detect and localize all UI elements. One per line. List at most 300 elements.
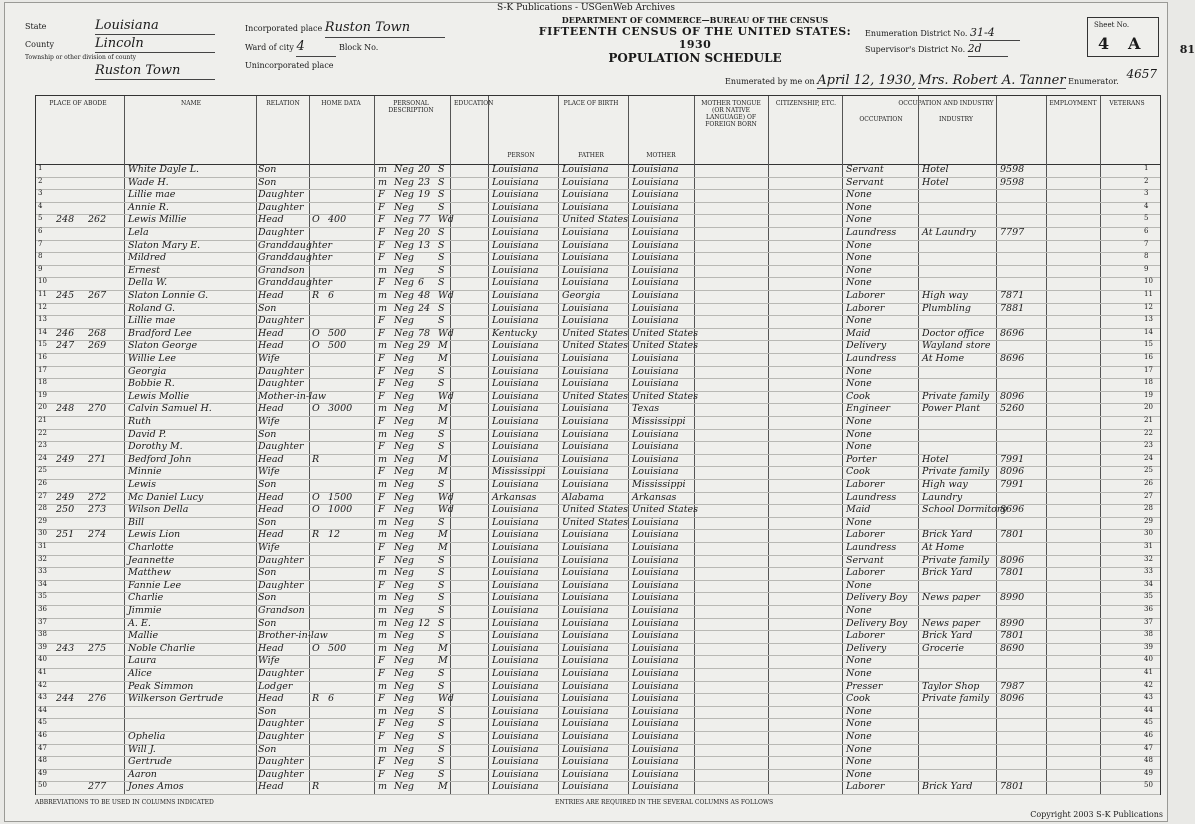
cell-ms: S	[438, 718, 445, 730]
cell-race: Neg	[394, 567, 415, 579]
cell-rnum: 13	[38, 315, 47, 324]
cell-mother: Louisiana	[632, 441, 679, 453]
cell-race: Neg	[394, 428, 415, 440]
cell-occ: Laundress	[846, 353, 897, 364]
cell-rnum: 22	[38, 428, 47, 437]
cell-occ: None	[846, 378, 872, 390]
cell-sex: F	[378, 390, 385, 402]
cell-code: 7871	[1000, 290, 1025, 301]
cell-tenure: O	[312, 327, 320, 339]
cell-name: Aaron	[128, 768, 157, 780]
col-employment: EMPLOYMENT	[1049, 100, 1097, 107]
cell-val: 12	[328, 529, 341, 541]
cell-occ: Cook	[846, 466, 871, 478]
cell-code: 8990	[1000, 592, 1025, 604]
cell-birth: Louisiana	[492, 264, 539, 276]
table-row	[36, 744, 1160, 758]
cell-rnum-right: 44	[1144, 705, 1153, 714]
cell-age: 78	[418, 327, 431, 339]
cell-rnum: 15	[38, 340, 47, 349]
cell-rnum: 48	[38, 756, 47, 765]
cell-name: Della W.	[128, 277, 168, 289]
cell-dwel: 243	[56, 642, 75, 654]
cell-name: Ophelia	[128, 731, 166, 742]
cell-name: Calvin Samuel H.	[128, 403, 212, 415]
cell-occ: Laborer	[846, 479, 885, 490]
cell-occ: Laborer	[846, 290, 885, 301]
cell-val: 1500	[328, 491, 353, 503]
cell-sex: m	[378, 680, 388, 692]
cell-rel: Daughter	[258, 718, 304, 730]
cell-name: Bradford Lee	[128, 327, 192, 339]
cell-father: Louisiana	[562, 680, 609, 692]
cell-ms: Wd	[438, 214, 454, 226]
cell-rel: Son	[258, 428, 277, 440]
cell-sex: m	[378, 164, 388, 175]
cell-mother: Louisiana	[632, 453, 679, 465]
cell-father: Louisiana	[562, 642, 609, 654]
cell-rel: Head	[258, 403, 284, 415]
cell-sex: F	[378, 731, 385, 742]
cell-sex: F	[378, 579, 385, 591]
cell-rel: Head	[258, 290, 284, 301]
cell-ind: Brick Yard	[922, 781, 973, 793]
cell-occ: Cook	[846, 390, 871, 402]
cell-rel: Grandson	[258, 605, 305, 616]
cell-rnum-right: 22	[1144, 428, 1153, 437]
cell-ms: S	[438, 479, 445, 490]
cell-father: Louisiana	[562, 252, 609, 264]
cell-occ: Laundress	[846, 227, 897, 238]
cell-occ: Servant	[846, 554, 884, 566]
cell-ms: Wd	[438, 491, 454, 503]
cell-occ: None	[846, 743, 872, 755]
cell-birth: Louisiana	[492, 277, 539, 289]
cell-rel: Grandson	[258, 264, 305, 276]
cell-mother: Louisiana	[632, 239, 679, 251]
cell-name: Ruth	[128, 416, 152, 427]
cell-father: Louisiana	[562, 189, 609, 201]
cell-birth: Louisiana	[492, 630, 539, 642]
cell-rnum-right: 36	[1144, 605, 1153, 613]
cell-ms: S	[438, 365, 445, 377]
table-row	[36, 340, 1160, 354]
stamp-number: 4657	[1126, 67, 1157, 81]
cell-sex: m	[378, 781, 388, 793]
cell-code: 7987	[1000, 680, 1025, 692]
col-occupation-industry: OCCUPATION AND INDUSTRY	[898, 100, 994, 107]
cell-rnum: 7	[38, 239, 43, 248]
cell-sex: m	[378, 290, 388, 301]
cell-rnum-right: 10	[1144, 277, 1153, 286]
cell-sex: F	[378, 668, 385, 679]
cell-name: Willie Lee	[128, 353, 176, 364]
cell-rel: Lodger	[258, 680, 293, 692]
cell-val: 500	[328, 642, 347, 654]
cell-mother: Louisiana	[632, 302, 679, 314]
cell-rnum: 38	[38, 630, 47, 639]
cell-rel: Son	[258, 479, 277, 490]
table-row	[36, 555, 1160, 569]
cell-ms: S	[438, 592, 445, 604]
cell-age: 23	[418, 176, 431, 188]
table-row	[36, 252, 1160, 266]
cell-mother: United States	[632, 340, 699, 352]
cell-rnum: 47	[38, 743, 47, 752]
title-block	[530, 15, 860, 65]
cell-sex: F	[378, 504, 385, 516]
cell-sex: m	[378, 428, 388, 440]
cell-birth: Louisiana	[492, 567, 539, 579]
cell-tenure: R	[312, 693, 320, 705]
cell-dwel: 250	[56, 504, 75, 516]
cell-mother: Louisiana	[632, 201, 679, 213]
cell-ms: S	[438, 605, 445, 616]
enumerator-suffix: Enumerator.	[1068, 77, 1119, 86]
cell-birth: Louisiana	[492, 693, 539, 705]
table-row	[36, 731, 1160, 745]
cell-race: Neg	[394, 756, 415, 768]
cell-ms: S	[438, 378, 445, 390]
cell-name: Mc Daniel Lucy	[128, 491, 204, 503]
cell-tenure: R	[312, 781, 320, 793]
cell-rnum: 33	[38, 567, 47, 576]
cell-fam: 277	[88, 781, 107, 793]
cell-ms: M	[438, 403, 448, 415]
cell-occ: Laundress	[846, 542, 897, 553]
cell-dwel: 251	[56, 529, 75, 541]
table-row	[36, 227, 1160, 241]
cell-ms: M	[438, 542, 448, 553]
cell-rnum-right: 8	[1144, 252, 1149, 261]
cell-race: Neg	[394, 365, 415, 377]
cell-tenure: O	[312, 340, 320, 352]
table-row	[36, 164, 1160, 178]
department-title: DEPARTMENT OF COMMERCE—BUREAU OF THE CENSUS	[561, 15, 829, 25]
cell-name: Bill	[128, 516, 145, 528]
table-row	[36, 441, 1160, 455]
cell-fam: 272	[88, 491, 107, 503]
cell-val: 400	[328, 214, 347, 226]
cell-father: Louisiana	[562, 668, 609, 679]
table-row	[36, 718, 1160, 732]
cell-occ: Laundress	[846, 491, 897, 503]
cell-mother: Louisiana	[632, 731, 679, 742]
col-person: PERSON	[507, 152, 535, 159]
cell-sex: m	[378, 617, 388, 629]
cell-rel: Wife	[258, 466, 280, 478]
cell-race: Neg	[394, 416, 415, 427]
cell-rel: Son	[258, 567, 277, 579]
table-row	[36, 391, 1160, 405]
cell-ms: Wd	[438, 390, 454, 402]
cell-occ: None	[846, 441, 872, 453]
cell-name: Mallie	[128, 630, 159, 642]
cell-rnum-right: 27	[1144, 491, 1153, 500]
cell-rnum: 36	[38, 605, 47, 613]
cell-race: Neg	[394, 466, 415, 478]
cell-rel: Granddaughter	[258, 277, 333, 289]
cell-rnum-right: 9	[1144, 264, 1149, 273]
cell-age: 48	[418, 290, 431, 301]
cell-race: Neg	[394, 655, 415, 667]
cell-rnum-right: 47	[1144, 743, 1153, 752]
cell-race: Neg	[394, 290, 415, 301]
cell-race: Neg	[394, 605, 415, 616]
cell-sex: F	[378, 768, 385, 780]
cell-code: 8096	[1000, 693, 1025, 705]
cell-rnum-right: 17	[1144, 365, 1153, 374]
supervisor-value: 2d	[968, 41, 1008, 57]
cell-father: Louisiana	[562, 542, 609, 553]
cell-father: Louisiana	[562, 227, 609, 238]
cell-race: Neg	[394, 327, 415, 339]
cell-val: 3000	[328, 403, 353, 415]
cell-birth: Louisiana	[492, 756, 539, 768]
cell-father: Louisiana	[562, 315, 609, 327]
cell-rel: Mother-in-law	[258, 390, 326, 402]
cell-occ: Laborer	[846, 567, 885, 579]
cell-tenure: O	[312, 504, 320, 516]
cell-rel: Daughter	[258, 441, 304, 453]
cell-rel: Wife	[258, 353, 280, 364]
cell-rnum: 25	[38, 466, 47, 475]
cell-race: Neg	[394, 491, 415, 503]
cell-birth: Louisiana	[492, 189, 539, 201]
cell-race: Neg	[394, 315, 415, 327]
cell-rel: Brother-in-law	[258, 630, 328, 642]
cell-mother: Arkansas	[632, 491, 677, 503]
cell-race: Neg	[394, 164, 415, 175]
cell-name: Georgia	[128, 365, 167, 377]
cell-mother: Louisiana	[632, 277, 679, 289]
cell-father: Louisiana	[562, 743, 609, 755]
cell-sex: F	[378, 277, 385, 289]
cell-rnum: 2	[38, 176, 43, 185]
cell-race: Neg	[394, 340, 415, 352]
cell-rnum-right: 24	[1144, 453, 1153, 462]
cell-name: Slaton Mary E.	[128, 239, 201, 251]
cell-birth: Louisiana	[492, 781, 539, 793]
cell-rnum-right: 21	[1144, 416, 1153, 424]
cell-ms: M	[438, 416, 448, 427]
cell-birth: Louisiana	[492, 718, 539, 730]
cell-name: Lewis Millie	[128, 214, 187, 226]
cell-father: United States	[562, 327, 629, 339]
cell-rel: Head	[258, 340, 284, 352]
cell-name: Fannie Lee	[128, 579, 182, 591]
cell-sex: F	[378, 227, 385, 238]
cell-father: Louisiana	[562, 302, 609, 314]
county-value: Lincoln	[95, 35, 215, 53]
cell-sex: m	[378, 176, 388, 188]
cell-dwel: 249	[56, 491, 75, 503]
cell-mother: Louisiana	[632, 428, 679, 440]
cell-race: Neg	[394, 403, 415, 415]
cell-rnum: 26	[38, 479, 47, 487]
cell-rel: Son	[258, 164, 277, 175]
cell-mother: Louisiana	[632, 554, 679, 566]
cell-dwel: 244	[56, 693, 75, 705]
col-mother: MOTHER	[646, 152, 676, 159]
table-row	[36, 403, 1160, 417]
cell-occ: None	[846, 705, 872, 717]
column-headers	[36, 96, 1160, 165]
cell-name: Wade H.	[128, 176, 169, 188]
cell-birth: Louisiana	[492, 668, 539, 679]
cell-race: Neg	[394, 353, 415, 364]
cell-father: Louisiana	[562, 201, 609, 213]
table-row	[36, 643, 1160, 657]
cell-rnum: 11	[38, 290, 47, 298]
cell-occ: Delivery Boy	[846, 617, 908, 629]
cell-father: Louisiana	[562, 428, 609, 440]
cell-rnum-right: 3	[1144, 189, 1149, 198]
cell-birth: Mississippi	[492, 466, 546, 478]
col-citizenship: CITIZENSHIP, ETC.	[775, 100, 837, 107]
cell-name: Gertrude	[128, 756, 172, 768]
cell-occ: Delivery Boy	[846, 592, 908, 604]
cell-code: 8096	[1000, 466, 1025, 478]
cell-val: 6	[328, 693, 335, 705]
cell-sex: F	[378, 365, 385, 377]
cell-dwel: 248	[56, 214, 75, 226]
cell-rnum: 43	[38, 693, 47, 702]
cell-fam: 273	[88, 504, 107, 516]
cell-rnum: 42	[38, 680, 47, 689]
ward-label: Ward of city	[245, 43, 294, 52]
cell-rel: Daughter	[258, 378, 304, 390]
cell-mother: Louisiana	[632, 617, 679, 629]
cell-race: Neg	[394, 264, 415, 276]
cell-rel: Head	[258, 504, 284, 516]
table-row	[36, 492, 1160, 506]
cell-name: Charlie	[128, 592, 164, 604]
cell-rnum-right: 34	[1144, 579, 1153, 588]
cell-birth: Louisiana	[492, 516, 539, 528]
cell-sex: F	[378, 554, 385, 566]
cell-ms: S	[438, 756, 445, 768]
cell-race: Neg	[394, 705, 415, 717]
cell-rnum-right: 48	[1144, 756, 1153, 765]
cell-rnum-right: 4	[1144, 201, 1149, 210]
cell-rnum-right: 41	[1144, 668, 1153, 676]
cell-name: Lela	[128, 227, 149, 238]
cell-age: 77	[418, 214, 431, 226]
cell-name: Dorothy M.	[128, 441, 183, 453]
cell-rnum: 32	[38, 554, 47, 563]
cell-ms: M	[438, 529, 448, 541]
cell-rnum: 45	[38, 718, 47, 727]
table-row	[36, 315, 1160, 329]
table-row	[36, 290, 1160, 304]
cell-rnum: 9	[38, 264, 43, 273]
cell-sex: F	[378, 655, 385, 667]
cell-occ: None	[846, 315, 872, 327]
ward-value: 4	[296, 38, 336, 57]
cell-rnum: 49	[38, 768, 47, 777]
table-row	[36, 668, 1160, 682]
col-veterans: VETERANS	[1109, 100, 1145, 107]
cell-name: Jeannette	[128, 554, 175, 566]
cell-dwel: 249	[56, 453, 75, 465]
cell-tenure: R	[312, 290, 320, 301]
cell-rnum: 10	[38, 277, 47, 286]
sheet-number-box	[1087, 17, 1159, 57]
state-value: Louisiana	[95, 17, 215, 35]
cell-sex: F	[378, 214, 385, 226]
cell-code: 7801	[1000, 529, 1025, 541]
cell-rnum: 5	[38, 214, 43, 223]
cell-rnum: 20	[38, 403, 47, 412]
cell-rel: Daughter	[258, 768, 304, 780]
table-row	[36, 580, 1160, 594]
table-row	[36, 353, 1160, 367]
cell-rel: Daughter	[258, 668, 304, 679]
cell-mother: Louisiana	[632, 365, 679, 377]
cell-ms: S	[438, 201, 445, 213]
cell-race: Neg	[394, 239, 415, 251]
cell-ind: School Dormitory	[922, 504, 1007, 516]
cell-father: Georgia	[562, 290, 601, 301]
cell-father: Louisiana	[562, 655, 609, 667]
cell-rel: Son	[258, 302, 277, 314]
cell-ms: S	[438, 252, 445, 264]
cell-race: Neg	[394, 718, 415, 730]
cell-occ: None	[846, 365, 872, 377]
cell-ms: M	[438, 353, 448, 364]
cell-ind: Taylor Shop	[922, 680, 980, 692]
cell-race: Neg	[394, 579, 415, 591]
cell-fam: 271	[88, 453, 107, 465]
cell-ms: S	[438, 743, 445, 755]
cell-age: 24	[418, 302, 431, 314]
cell-name: Laura	[128, 655, 157, 667]
cell-birth: Louisiana	[492, 731, 539, 742]
cell-tenure: R	[312, 453, 320, 465]
cell-occ: None	[846, 668, 872, 679]
cell-code: 7797	[1000, 227, 1025, 238]
cell-mother: Louisiana	[632, 718, 679, 730]
cell-rel: Son	[258, 743, 277, 755]
cell-race: Neg	[394, 390, 415, 402]
cell-name: A. E.	[128, 617, 151, 629]
cell-occ: Laborer	[846, 529, 885, 541]
cell-occ: None	[846, 718, 872, 730]
table-row	[36, 504, 1160, 518]
cell-father: Louisiana	[562, 617, 609, 629]
township-value: Ruston Town	[95, 62, 215, 80]
cell-rnum: 21	[38, 416, 47, 424]
cell-code: 8690	[1000, 642, 1025, 654]
cell-race: Neg	[394, 542, 415, 553]
cell-rnum: 16	[38, 353, 47, 361]
cell-birth: Louisiana	[492, 680, 539, 692]
cell-mother: Louisiana	[632, 466, 679, 478]
cell-birth: Louisiana	[492, 579, 539, 591]
cell-birth: Louisiana	[492, 605, 539, 616]
cell-race: Neg	[394, 642, 415, 654]
cell-rnum: 27	[38, 491, 47, 500]
cell-fam: 267	[88, 290, 107, 301]
cell-rel: Head	[258, 529, 284, 541]
cell-ms: S	[438, 227, 445, 238]
cell-ind: High way	[922, 479, 968, 490]
cell-ind: News paper	[922, 592, 980, 604]
cell-father: Louisiana	[562, 756, 609, 768]
cell-sex: m	[378, 529, 388, 541]
enumerated-date: April 12, 1930,	[817, 73, 916, 88]
